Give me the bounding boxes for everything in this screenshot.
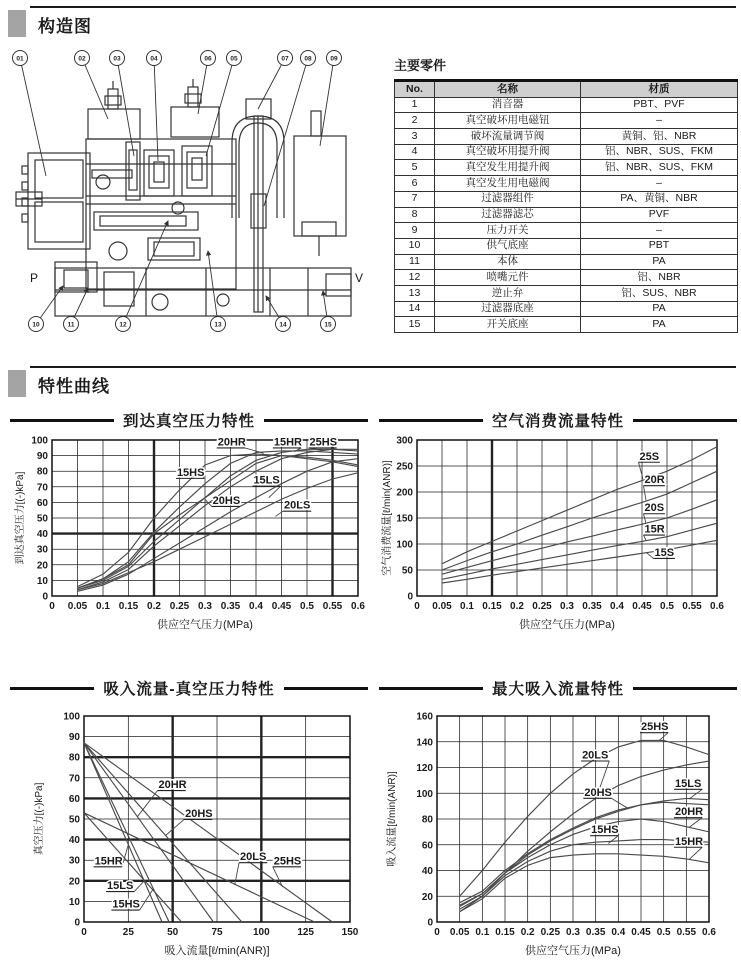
chart-plot-area [379,432,737,643]
svg-text:0: 0 [407,591,413,603]
axis-ticks [63,712,358,939]
svg-text:0.25: 0.25 [540,927,561,938]
cell-material: PA [581,301,738,317]
callout-number: 03 [113,55,121,63]
svg-text:0: 0 [74,917,80,929]
svg-text:10: 10 [36,575,48,587]
svg-text:0.6: 0.6 [351,601,365,612]
svg-text:0.25: 0.25 [169,601,190,612]
svg-text:0.4: 0.4 [611,927,626,938]
svg-text:0.05: 0.05 [449,927,470,938]
section-bullet [8,370,26,397]
section-title-curves: 特性曲线 [38,377,110,396]
svg-text:100: 100 [63,711,80,723]
svg-text:0.2: 0.2 [520,927,535,938]
table-row [395,160,738,176]
cell-material: PBT [581,238,738,254]
cell-part-name: 逆止弁 [435,285,581,301]
series-labels [176,436,337,516]
section-bullet [8,10,26,37]
svg-text:0: 0 [42,591,48,603]
cell-material: – [581,176,738,192]
svg-text:80: 80 [36,466,48,478]
chart-title [10,408,368,432]
svg-text:60: 60 [36,497,48,509]
table-row [395,113,738,129]
series-line-20LS [78,473,359,590]
callout-number: 02 [78,55,86,63]
svg-text:0.35: 0.35 [585,927,606,938]
cell-material: 铝、NBR [581,270,738,286]
cell-material: PA [581,254,738,270]
svg-text:60: 60 [421,840,433,852]
cell-no: 5 [395,160,435,176]
series-line-25HS [84,743,332,922]
callout-number: 11 [67,321,75,329]
svg-text:40: 40 [421,866,433,877]
callout-number: 01 [16,55,24,63]
title-rule [264,419,368,422]
svg-text:300: 300 [396,435,413,447]
axis-ticks [31,436,365,613]
series-label-20HR: 20HR [675,806,704,819]
callout-number: 05 [230,55,238,63]
series-line-20R [442,471,717,570]
table-row [395,207,738,223]
table-row [395,301,738,317]
svg-text:0.15: 0.15 [118,601,139,612]
cell-material: PA、黄铜、NBR [581,191,738,207]
svg-text:0.55: 0.55 [322,601,343,612]
series-label-15S: 15S [654,546,675,559]
cell-material: 黄铜、铝、NBR [581,129,738,145]
svg-text:0: 0 [81,927,87,938]
cell-no: 2 [395,113,435,129]
svg-text:50: 50 [68,814,80,826]
svg-text:50: 50 [167,927,179,938]
chart-title [379,408,737,432]
svg-text:70: 70 [68,773,80,785]
cell-part-name: 过滤器组件 [435,191,581,207]
column-header: 名称 [435,81,581,98]
series-label-25HS: 25HS [273,855,302,868]
svg-text:0: 0 [49,601,55,612]
svg-text:0.1: 0.1 [475,927,490,938]
svg-text:0.1: 0.1 [96,601,110,612]
parts-table [394,79,738,333]
cell-part-name: 本体 [435,254,581,270]
series-label-20LS: 20LS [284,499,311,512]
svg-text:0.6: 0.6 [702,927,716,938]
svg-text:100: 100 [396,539,413,551]
svg-text:0.4: 0.4 [249,601,263,612]
cell-part-name: 真空破坏用提升阀 [435,144,581,160]
svg-text:0.45: 0.45 [271,601,292,612]
cell-material: PVF [581,207,738,223]
series-lines [84,743,332,922]
svg-text:200: 200 [396,487,413,499]
chart-air-consumption-flow [379,408,737,643]
svg-text:0.15: 0.15 [495,927,515,938]
chart-title-text: 最大吸入流量特性 [492,681,625,698]
cell-part-name: 压力开关 [435,223,581,239]
table-row [395,144,738,160]
section-title-construction: 构造图 [38,17,92,36]
series-label-20HR: 20HR [158,779,187,792]
series-lines [460,740,709,911]
svg-text:80: 80 [68,752,80,764]
port-label-v: V [355,271,364,285]
x-axis-label: 供应空气压力(MPa) [525,945,621,957]
chart-svg [10,700,368,966]
callout-number: 10 [32,321,40,329]
table-row [395,176,738,192]
cell-no: 12 [395,270,435,286]
series-label-15HS: 15HS [176,466,205,479]
series-line-20HS [84,743,242,922]
svg-text:0.05: 0.05 [67,601,88,612]
svg-text:0.45: 0.45 [632,601,652,612]
column-header: 材质 [581,81,738,98]
cell-no: 7 [395,191,435,207]
table-row [395,317,738,333]
title-rule [284,687,368,690]
series-label-20HS: 20HS [584,786,612,799]
cell-part-name: 破坏流量调节阀 [435,129,581,145]
diagram-linework [16,79,351,316]
x-axis-label: 供应空气压力(MPa) [519,619,615,631]
callout-number: 12 [119,321,127,329]
series-line-20LS [460,761,709,912]
cell-no: 8 [395,207,435,223]
series-labels [639,451,675,559]
svg-text:0: 0 [427,917,433,929]
table-row [395,97,738,113]
svg-text:100: 100 [416,788,433,800]
cell-no: 6 [395,176,435,192]
construction-diagram [8,46,388,351]
svg-text:20: 20 [36,560,48,572]
svg-text:100: 100 [31,435,48,447]
cell-material: 铝、NBR、SUS、FKM [581,160,738,176]
svg-text:0.3: 0.3 [560,601,574,612]
grid [437,716,709,922]
table-row [395,129,738,145]
parts-table-title: 主要零件 [394,58,447,73]
callout-number: 08 [304,55,312,63]
svg-text:0.55: 0.55 [676,927,697,938]
cell-no: 14 [395,301,435,317]
title-rule [379,419,483,422]
chart-title-text: 到达真空压力特性 [123,413,256,430]
chart-title-text: 吸入流量-真空压力特性 [103,681,275,698]
chart-title [10,676,368,700]
svg-text:160: 160 [416,711,433,723]
cell-part-name: 真空发生用电磁阀 [435,176,581,192]
series-label-15LS: 15LS [107,880,134,893]
chart-suction-flow-vacuum-pressure [10,676,368,971]
svg-text:0.3: 0.3 [566,927,580,938]
svg-text:150: 150 [341,927,359,938]
series-label-15LS: 15LS [675,777,702,790]
cell-no: 9 [395,223,435,239]
cell-part-name: 真空破坏用电磁钮 [435,113,581,129]
svg-text:0.35: 0.35 [582,601,602,612]
svg-text:0.4: 0.4 [610,601,624,612]
grid [52,440,358,596]
svg-text:0.25: 0.25 [532,601,552,612]
svg-text:40: 40 [36,529,48,541]
table-row [395,223,738,239]
parts-table-header-row [395,81,738,98]
svg-text:30: 30 [68,855,80,867]
series-line-15HS [460,840,709,910]
column-header: No. [395,81,435,98]
svg-text:20: 20 [421,891,433,903]
y-axis-label: 真空压力[(-)kPa] [34,782,45,856]
series-label-20HS: 20HS [212,494,241,507]
cell-no: 13 [395,285,435,301]
table-row [395,285,738,301]
svg-text:50: 50 [36,513,48,525]
section-rule [30,366,736,368]
chart-attained-vacuum-pressure [10,408,368,643]
series-label-20HR: 20HR [217,436,246,449]
svg-text:250: 250 [396,461,413,473]
svg-text:0.1: 0.1 [460,601,474,612]
series-label-25S: 25S [639,450,660,463]
table-row [395,191,738,207]
chart-plot-area [10,700,368,971]
chart-plot-area [10,432,368,643]
svg-text:120: 120 [416,763,433,774]
svg-text:70: 70 [36,482,48,494]
series-line-15HR [84,743,162,922]
series-lines [78,449,359,591]
title-rule [10,419,114,422]
x-axis-label: 供应空气压力(MPa) [157,619,253,631]
svg-text:50: 50 [401,565,413,577]
svg-text:0: 0 [414,601,420,612]
cell-material: – [581,113,738,129]
callout-number: 07 [281,55,289,63]
svg-text:0.5: 0.5 [656,927,671,938]
series-label-15HS: 15HS [591,824,619,837]
svg-text:60: 60 [68,793,80,805]
cell-part-name: 开关底座 [435,317,581,333]
svg-text:0.15: 0.15 [482,601,502,612]
chart-svg [379,432,737,638]
series-line-20HR [460,819,709,907]
series-label-25HS: 25HS [641,721,669,734]
svg-text:0.5: 0.5 [300,601,314,612]
series-line-15R [442,523,717,579]
y-axis-label: 吸入流量[ℓ/min(ANR)] [387,771,398,867]
series-lines [442,447,717,583]
chart-svg [379,700,737,966]
series-label-20R: 20R [644,474,665,487]
title-rule [10,687,94,690]
y-axis-label: 空气消费流量[ℓ/min(ANR)] [382,460,393,576]
cell-no: 4 [395,144,435,160]
svg-text:10: 10 [68,896,80,908]
table-row [395,270,738,286]
cell-no: 1 [395,97,435,113]
svg-text:150: 150 [396,513,413,525]
series-label-15LS: 15LS [253,474,280,487]
cell-part-name: 过滤器滤芯 [435,207,581,223]
svg-text:0.2: 0.2 [147,601,161,612]
svg-text:25: 25 [122,927,134,938]
chart-svg [10,432,368,638]
cell-part-name: 真空发生用提升阀 [435,160,581,176]
cell-part-name: 供气底座 [435,238,581,254]
cell-material: – [581,223,738,239]
svg-text:40: 40 [68,835,80,847]
table-row [395,238,738,254]
section-header-construction [0,6,741,42]
cell-part-name: 喷嘴元件 [435,270,581,286]
series-label-15HR: 15HR [675,835,704,848]
callout-number: 04 [150,55,158,63]
chart-max-suction-flow [379,676,737,971]
series-label-20S: 20S [644,502,665,515]
cell-material: 铝、NBR、SUS、FKM [581,144,738,160]
svg-text:0.05: 0.05 [432,601,452,612]
series-label-20LS: 20LS [240,851,267,864]
svg-text:125: 125 [297,927,315,938]
grid [417,440,717,596]
svg-text:0.35: 0.35 [220,601,241,612]
series-label-20LS: 20LS [582,749,609,762]
svg-text:0.5: 0.5 [660,601,674,612]
cell-material: PBT、PVF [581,97,738,113]
svg-text:0.45: 0.45 [631,927,651,938]
chart-title-text: 空气消费流量特性 [492,413,625,430]
svg-text:30: 30 [36,544,48,556]
section-header-curves [0,366,741,402]
series-label-15HS: 15HS [112,898,140,911]
series-label-15HR: 15HR [94,855,123,868]
svg-text:0.55: 0.55 [682,601,702,612]
callout-number: 09 [330,55,338,63]
cell-no: 11 [395,254,435,270]
title-rule [633,687,737,690]
series-line-15S [442,540,717,583]
cell-no: 3 [395,129,435,145]
cell-part-name: 消音器 [435,97,581,113]
axis-ticks [396,436,724,613]
chart-plot-area [379,700,737,971]
svg-text:80: 80 [421,814,433,826]
svg-text:20: 20 [68,876,80,888]
series-line-25HS [460,740,709,896]
title-rule [379,687,483,690]
series-label-15R: 15R [644,523,665,536]
section-rule [30,6,736,8]
y-axis-label: 到达真空压力[(-)kPa] [15,471,26,565]
svg-text:90: 90 [68,732,80,744]
svg-text:90: 90 [36,451,48,463]
svg-text:140: 140 [416,737,433,749]
series-label-25HS: 25HS [309,436,338,449]
series-label-15HR: 15HR [273,436,302,449]
construction-diagram-svg [8,46,388,351]
svg-text:75: 75 [211,927,223,938]
x-axis-label: 吸入流量[ℓ/min(ANR)] [164,945,270,957]
table-row [395,254,738,270]
cell-no: 15 [395,317,435,333]
svg-text:0.6: 0.6 [710,601,724,612]
cell-material: 铝、SUS、NBR [581,285,738,301]
series-line-25S [442,447,717,564]
port-label-p: P [30,271,39,285]
callout-number: 14 [279,321,287,329]
title-rule [633,419,737,422]
cell-part-name: 过滤器底座 [435,301,581,317]
svg-text:0.3: 0.3 [198,601,212,612]
series-label-20HS: 20HS [185,807,213,820]
callout-number: 13 [214,321,222,329]
callout-number: 06 [204,55,212,63]
chart-title [379,676,737,700]
callout-number: 15 [324,321,332,329]
svg-text:0.2: 0.2 [510,601,524,612]
cell-material: PA [581,317,738,333]
svg-text:0: 0 [434,927,440,938]
svg-text:100: 100 [252,927,270,938]
parts-panel [394,55,738,333]
cell-no: 10 [395,238,435,254]
